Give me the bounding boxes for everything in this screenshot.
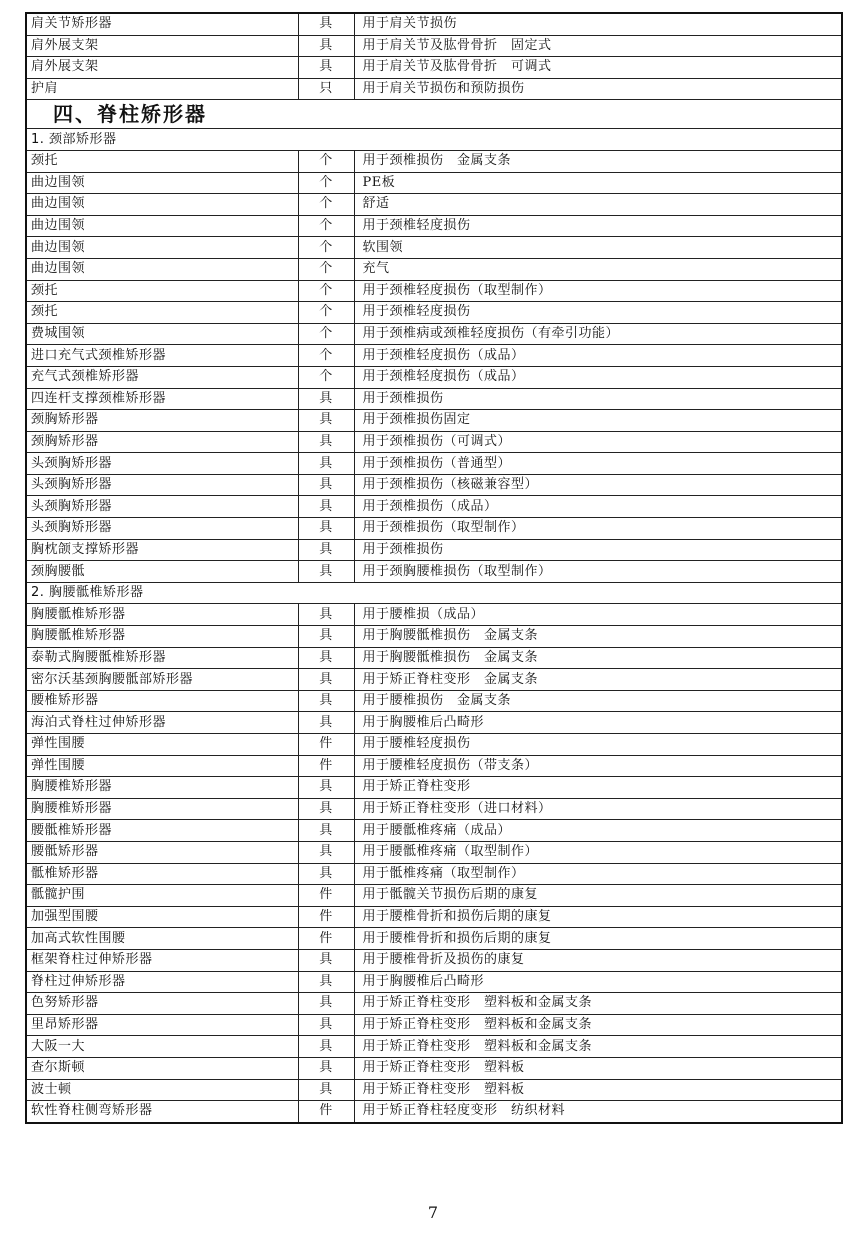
device-name-cell: 头颈胸矫形器 — [26, 496, 298, 518]
unit-cell: 具 — [298, 604, 354, 626]
subsection-row — [26, 582, 842, 604]
unit-cell: 具 — [298, 993, 354, 1015]
device-name-cell: 里昂矫形器 — [26, 1014, 298, 1036]
usage-cell: 用于颈椎轻度损伤（成品） — [354, 345, 842, 367]
table-row — [26, 496, 842, 518]
usage-cell: 用于矫正脊柱变形（进口材料） — [354, 798, 842, 820]
device-name-cell: 胸腰骶椎矫形器 — [26, 604, 298, 626]
unit-cell: 个 — [298, 280, 354, 302]
table-row — [26, 1057, 842, 1079]
device-name-cell: 波士顿 — [26, 1079, 298, 1101]
table-row — [26, 906, 842, 928]
table-row — [26, 302, 842, 324]
usage-cell: 用于骶椎疼痛（取型制作） — [354, 863, 842, 885]
unit-cell: 个 — [298, 345, 354, 367]
usage-cell: 用于腰椎骨折和损伤后期的康复 — [354, 906, 842, 928]
table-row — [26, 1014, 842, 1036]
usage-cell: 用于颈椎损伤（普通型） — [354, 453, 842, 475]
device-name-cell: 肩外展支架 — [26, 57, 298, 79]
table-row — [26, 345, 842, 367]
device-name-cell: 密尔沃基颈胸腰骶部矫形器 — [26, 669, 298, 691]
device-name-cell: 颈托 — [26, 280, 298, 302]
table-row — [26, 13, 842, 35]
usage-cell: 用于胸腰骶椎损伤 金属支条 — [354, 626, 842, 648]
usage-cell: 用于腰骶椎疼痛（取型制作） — [354, 841, 842, 863]
device-name-cell: 软性脊柱侧弯矫形器 — [26, 1101, 298, 1123]
unit-cell: 具 — [298, 626, 354, 648]
usage-cell: 用于矫正脊柱变形 塑料板和金属支条 — [354, 1036, 842, 1058]
table-row — [26, 798, 842, 820]
device-name-cell: 胸腰椎矫形器 — [26, 798, 298, 820]
device-name-cell: 查尔斯顿 — [26, 1057, 298, 1079]
table-row — [26, 410, 842, 432]
unit-cell: 具 — [298, 669, 354, 691]
usage-cell: 用于腰椎轻度损伤（带支条） — [354, 755, 842, 777]
device-name-cell: 加高式软性围腰 — [26, 928, 298, 950]
unit-cell: 个 — [298, 323, 354, 345]
device-name-cell: 充气式颈椎矫形器 — [26, 366, 298, 388]
device-name-cell: 颈胸腰骶 — [26, 561, 298, 583]
device-name-cell: 头颈胸矫形器 — [26, 474, 298, 496]
unit-cell: 个 — [298, 172, 354, 194]
device-name-cell: 腰骶椎矫形器 — [26, 820, 298, 842]
usage-cell: 用于颈椎轻度损伤（取型制作） — [354, 280, 842, 302]
unit-cell: 具 — [298, 712, 354, 734]
table-row — [26, 712, 842, 734]
device-catalog-page — [25, 12, 841, 1124]
section-title: 四、脊柱矫形器 — [26, 100, 842, 129]
usage-cell: 用于颈椎病或颈椎轻度损伤（有牵引功能） — [354, 323, 842, 345]
table-row — [26, 993, 842, 1015]
unit-cell: 个 — [298, 258, 354, 280]
unit-cell: 具 — [298, 1079, 354, 1101]
table-row — [26, 194, 842, 216]
table-row — [26, 885, 842, 907]
usage-cell: 用于腰椎轻度损伤 — [354, 734, 842, 756]
subsection-title-cervical: 1. 颈部矫形器 — [26, 129, 842, 151]
device-name-cell: 弹性围腰 — [26, 755, 298, 777]
usage-cell: 用于颈椎损伤（核磁兼容型） — [354, 474, 842, 496]
usage-cell: 用于颈椎损伤 — [354, 539, 842, 561]
device-name-cell: 曲边围领 — [26, 194, 298, 216]
usage-cell: 用于颈椎损伤 — [354, 388, 842, 410]
table-row — [26, 949, 842, 971]
unit-cell: 具 — [298, 496, 354, 518]
unit-cell: 具 — [298, 1014, 354, 1036]
table-row — [26, 539, 842, 561]
usage-cell: 用于骶髋关节损伤后期的康复 — [354, 885, 842, 907]
table-row — [26, 626, 842, 648]
device-name-cell: 腰骶矫形器 — [26, 841, 298, 863]
thoracolumbar-heading — [26, 582, 842, 604]
table-row — [26, 734, 842, 756]
device-name-cell: 骶髋护围 — [26, 885, 298, 907]
table-row — [26, 841, 842, 863]
table-row — [26, 690, 842, 712]
device-name-cell: 护肩 — [26, 78, 298, 100]
usage-cell: 用于腰椎骨折及损伤的康复 — [354, 949, 842, 971]
unit-cell: 个 — [298, 302, 354, 324]
table-row — [26, 453, 842, 475]
usage-cell: 用于矫正脊柱变形 塑料板和金属支条 — [354, 993, 842, 1015]
device-table — [25, 12, 843, 1124]
device-name-cell: 进口充气式颈椎矫形器 — [26, 345, 298, 367]
unit-cell: 具 — [298, 1036, 354, 1058]
usage-cell: 用于胸腰骶椎损伤 金属支条 — [354, 647, 842, 669]
usage-cell: 用于颈椎损伤（取型制作） — [354, 518, 842, 540]
unit-cell: 具 — [298, 777, 354, 799]
usage-cell: 用于腰骶椎疼痛（成品） — [354, 820, 842, 842]
table-row — [26, 518, 842, 540]
unit-cell: 具 — [298, 410, 354, 432]
table-row — [26, 78, 842, 100]
usage-cell: 用于肩关节损伤 — [354, 13, 842, 35]
unit-cell: 个 — [298, 194, 354, 216]
thoracolumbar-rows — [26, 604, 842, 1123]
device-name-cell: 弹性围腰 — [26, 734, 298, 756]
device-name-cell: 泰勒式胸腰骶椎矫形器 — [26, 647, 298, 669]
table-row — [26, 777, 842, 799]
table-row — [26, 431, 842, 453]
device-name-cell: 四连杆支撑颈椎矫形器 — [26, 388, 298, 410]
table-row — [26, 215, 842, 237]
shoulder-rows — [26, 13, 842, 100]
table-row — [26, 57, 842, 79]
table-row — [26, 604, 842, 626]
unit-cell: 具 — [298, 561, 354, 583]
unit-cell: 具 — [298, 690, 354, 712]
device-name-cell: 胸腰椎矫形器 — [26, 777, 298, 799]
unit-cell: 个 — [298, 366, 354, 388]
table-row — [26, 323, 842, 345]
usage-cell: 用于矫正脊柱变形 塑料板和金属支条 — [354, 1014, 842, 1036]
usage-cell: 用于颈椎损伤 金属支条 — [354, 150, 842, 172]
device-name-cell: 费城围领 — [26, 323, 298, 345]
device-name-cell: 头颈胸矫形器 — [26, 453, 298, 475]
unit-cell: 具 — [298, 841, 354, 863]
usage-cell: 舒适 — [354, 194, 842, 216]
cervical-rows — [26, 150, 842, 582]
unit-cell: 具 — [298, 35, 354, 57]
unit-cell: 只 — [298, 78, 354, 100]
device-name-cell: 胸枕颌支撑矫形器 — [26, 539, 298, 561]
usage-cell: 用于颈椎轻度损伤（成品） — [354, 366, 842, 388]
table-row — [26, 237, 842, 259]
unit-cell: 具 — [298, 13, 354, 35]
unit-cell: 具 — [298, 57, 354, 79]
table-row — [26, 561, 842, 583]
unit-cell: 具 — [298, 949, 354, 971]
device-name-cell: 骶椎矫形器 — [26, 863, 298, 885]
table-row — [26, 388, 842, 410]
unit-cell: 件 — [298, 928, 354, 950]
unit-cell: 件 — [298, 1101, 354, 1123]
usage-cell: 软围领 — [354, 237, 842, 259]
usage-cell: 用于矫正脊柱变形 金属支条 — [354, 669, 842, 691]
device-name-cell: 曲边围领 — [26, 172, 298, 194]
unit-cell: 具 — [298, 863, 354, 885]
table-row — [26, 755, 842, 777]
device-name-cell: 肩外展支架 — [26, 35, 298, 57]
usage-cell: 用于肩关节损伤和预防损伤 — [354, 78, 842, 100]
table-row — [26, 280, 842, 302]
unit-cell: 个 — [298, 237, 354, 259]
device-name-cell: 颈胸矫形器 — [26, 410, 298, 432]
device-name-cell: 头颈胸矫形器 — [26, 518, 298, 540]
table-row — [26, 1101, 842, 1123]
unit-cell: 件 — [298, 755, 354, 777]
device-name-cell: 颈托 — [26, 150, 298, 172]
unit-cell: 具 — [298, 1057, 354, 1079]
unit-cell: 具 — [298, 453, 354, 475]
usage-cell: 用于腰椎损（成品） — [354, 604, 842, 626]
unit-cell: 具 — [298, 474, 354, 496]
usage-cell: 用于肩关节及肱骨骨折 固定式 — [354, 35, 842, 57]
subsection-row — [26, 129, 842, 151]
device-name-cell: 腰椎矫形器 — [26, 690, 298, 712]
table-row — [26, 928, 842, 950]
unit-cell: 具 — [298, 798, 354, 820]
usage-cell: 充气 — [354, 258, 842, 280]
unit-cell: 具 — [298, 647, 354, 669]
device-name-cell: 框架脊柱过伸矫形器 — [26, 949, 298, 971]
table-row — [26, 669, 842, 691]
device-name-cell: 曲边围领 — [26, 215, 298, 237]
device-name-cell: 脊柱过伸矫形器 — [26, 971, 298, 993]
table-row — [26, 150, 842, 172]
device-name-cell: 肩关节矫形器 — [26, 13, 298, 35]
usage-cell: 用于矫正脊柱变形 — [354, 777, 842, 799]
device-name-cell: 色努矫形器 — [26, 993, 298, 1015]
usage-cell: 用于颈椎损伤（可调式） — [354, 431, 842, 453]
usage-cell: 用于颈椎轻度损伤 — [354, 215, 842, 237]
usage-cell: 用于胸腰椎后凸畸形 — [354, 712, 842, 734]
page-number: 7 — [427, 1203, 439, 1222]
table-row — [26, 172, 842, 194]
unit-cell: 件 — [298, 885, 354, 907]
spine-section — [26, 100, 842, 151]
table-row — [26, 863, 842, 885]
unit-cell: 个 — [298, 150, 354, 172]
usage-cell: 用于腰椎骨折和损伤后期的康复 — [354, 928, 842, 950]
device-name-cell: 大阪一大 — [26, 1036, 298, 1058]
table-row — [26, 647, 842, 669]
device-name-cell: 曲边围领 — [26, 237, 298, 259]
usage-cell: 用于颈椎损伤固定 — [354, 410, 842, 432]
unit-cell: 具 — [298, 518, 354, 540]
device-name-cell: 曲边围领 — [26, 258, 298, 280]
table-row — [26, 35, 842, 57]
table-row — [26, 258, 842, 280]
usage-cell: 用于肩关节及肱骨骨折 可调式 — [354, 57, 842, 79]
usage-cell: 用于胸腰椎后凸畸形 — [354, 971, 842, 993]
unit-cell: 具 — [298, 431, 354, 453]
table-row — [26, 1079, 842, 1101]
usage-cell: 用于颈椎轻度损伤 — [354, 302, 842, 324]
subsection-title-thoracolumbar: 2. 胸腰骶椎矫形器 — [26, 582, 842, 604]
usage-cell: 用于矫正脊柱轻度变形 纺织材料 — [354, 1101, 842, 1123]
device-name-cell: 颈托 — [26, 302, 298, 324]
table-row — [26, 474, 842, 496]
device-name-cell: 胸腰骶椎矫形器 — [26, 626, 298, 648]
device-name-cell: 海泊式脊柱过伸矫形器 — [26, 712, 298, 734]
section-heading-row — [26, 100, 842, 129]
table-row — [26, 971, 842, 993]
usage-cell: 用于颈胸腰椎损伤（取型制作） — [354, 561, 842, 583]
unit-cell: 具 — [298, 820, 354, 842]
unit-cell: 具 — [298, 539, 354, 561]
usage-cell: 用于矫正脊柱变形 塑料板 — [354, 1057, 842, 1079]
usage-cell: 用于矫正脊柱变形 塑料板 — [354, 1079, 842, 1101]
device-name-cell: 颈胸矫形器 — [26, 431, 298, 453]
table-row — [26, 366, 842, 388]
unit-cell: 具 — [298, 388, 354, 410]
unit-cell: 个 — [298, 215, 354, 237]
usage-cell: 用于颈椎损伤（成品） — [354, 496, 842, 518]
device-name-cell: 加强型围腰 — [26, 906, 298, 928]
usage-cell: PE板 — [354, 172, 842, 194]
unit-cell: 件 — [298, 906, 354, 928]
table-row — [26, 1036, 842, 1058]
table-row — [26, 820, 842, 842]
unit-cell: 具 — [298, 971, 354, 993]
unit-cell: 件 — [298, 734, 354, 756]
usage-cell: 用于腰椎损伤 金属支条 — [354, 690, 842, 712]
